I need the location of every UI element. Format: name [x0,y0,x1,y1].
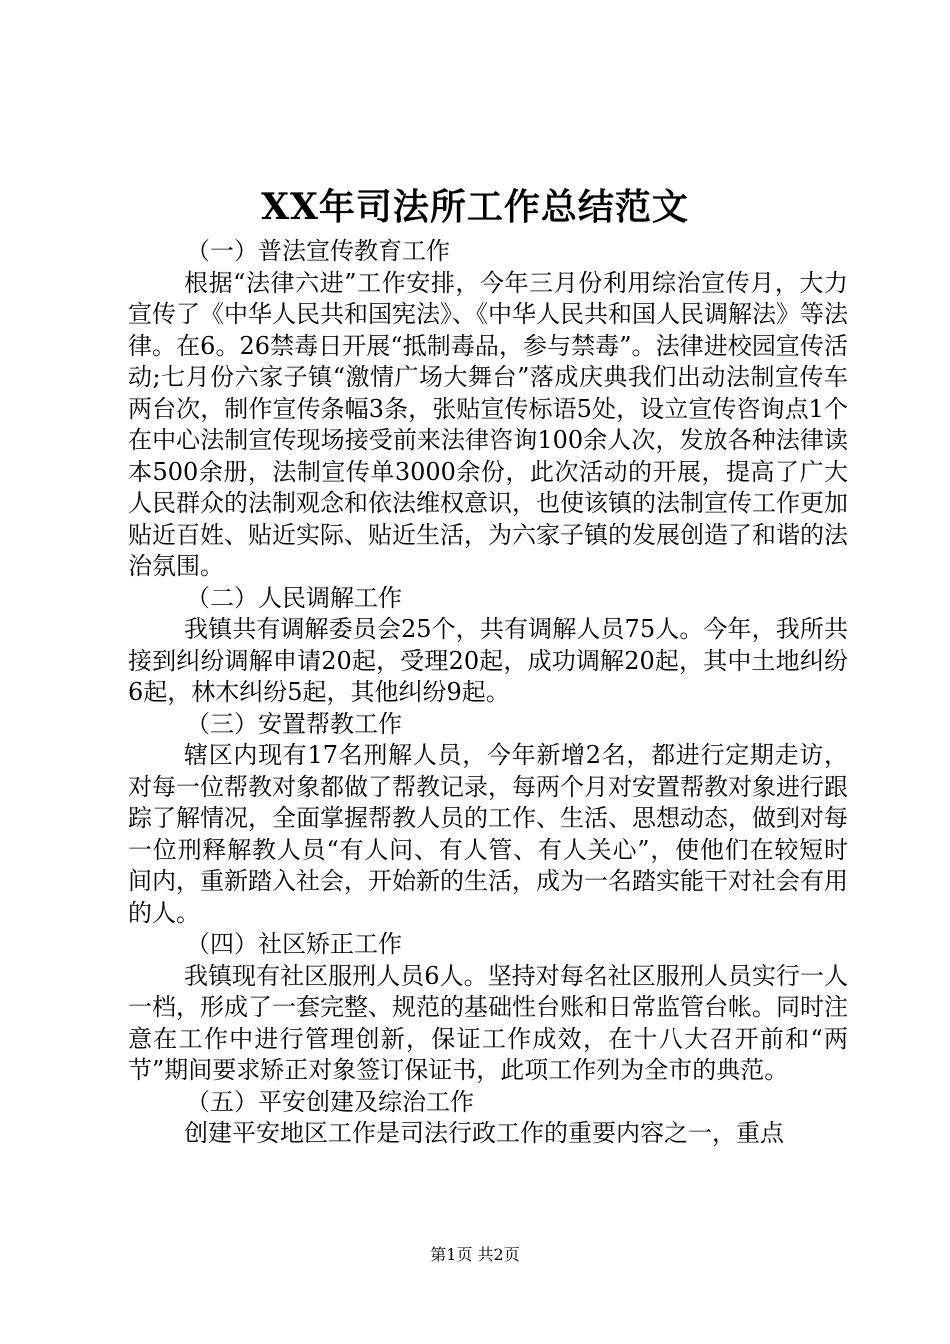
section-2-paragraph: 我镇共有调解委员会25个，共有调解人员75人。今年，我所共接到纠纷调解申请20起，受理20起，成功调解20起，其中土地纠纷6起，林木纠纷5起，其他纠纷9起。 [128,615,848,706]
document-title: XX年司法所工作总结范文 [261,186,689,228]
page-footer: 第1页 共2页 [430,1245,520,1264]
section-2-heading: （二）人民调解工作 [186,583,402,612]
section-3-heading: （三）安置帮教工作 [186,709,402,738]
section-1-paragraph: 根据“法律六进”工作安排，今年三月份利用综治宣传月，大力宣传了《中华人民共和国宪法》、《中华人民共和国人民调解法》等法律。在6。26禁毒日开展“抵制毒品，参与禁毒”。法律进校园宣传活动;七月份六家子镇“激情广场大舞台”落成庆典我们出动法制宣传车两台次，制作宣传条幅3条，张贴宣传标语5处，设立宣传咨询点1个在中心法制宣传现场接受前来法律咨询100余人次，发放各种法律读本500余册，法制宣传单3000余份，此次活动的开展，提高了广大人民群众的法制观念和依法维权意识，也使该镇的法制宣传工作更加贴近百姓、贴近实际、贴近生活，为六家子镇的发展创造了和谐的法治氛围。 [128,268,848,580]
section-5-heading: （五）平安创建及综治工作 [186,1087,474,1116]
section-5-paragraph: 创建平安地区工作是司法行政工作的重要内容之一，重点 [184,1119,784,1147]
section-4-paragraph: 我镇现有社区服刑人员6人。坚持对每名社区服刑人员实行一人一档，形成了一套完整、规范的基础性台账和日常监管台帐。同时注意在工作中进行管理创新，保证工作成效，在十八大召开前和“两节”期间要求矫正对象签订保证书，此项工作列为全市的典范。 [128,961,848,1084]
section-4-heading: （四）社区矫正工作 [186,930,402,958]
document-body [128,236,848,1150]
section-3-paragraph: 辖区内现有17名刑解人员，今年新增2名，都进行定期走访，对每一位帮教对象都做了帮教记录，每两个月对安置帮教对象进行跟踪了解情况，全面掌握帮教人员的工作、生活、思想动态，做到对每一位刑释解教人员“有人问、有人管、有人关心”，使他们在较短时间内，重新踏入社会，开始新的生活，成为一名踏实能干对社会有用的人。 [128,741,848,927]
section-1-heading: （一）普法宣传教育工作 [186,237,450,265]
